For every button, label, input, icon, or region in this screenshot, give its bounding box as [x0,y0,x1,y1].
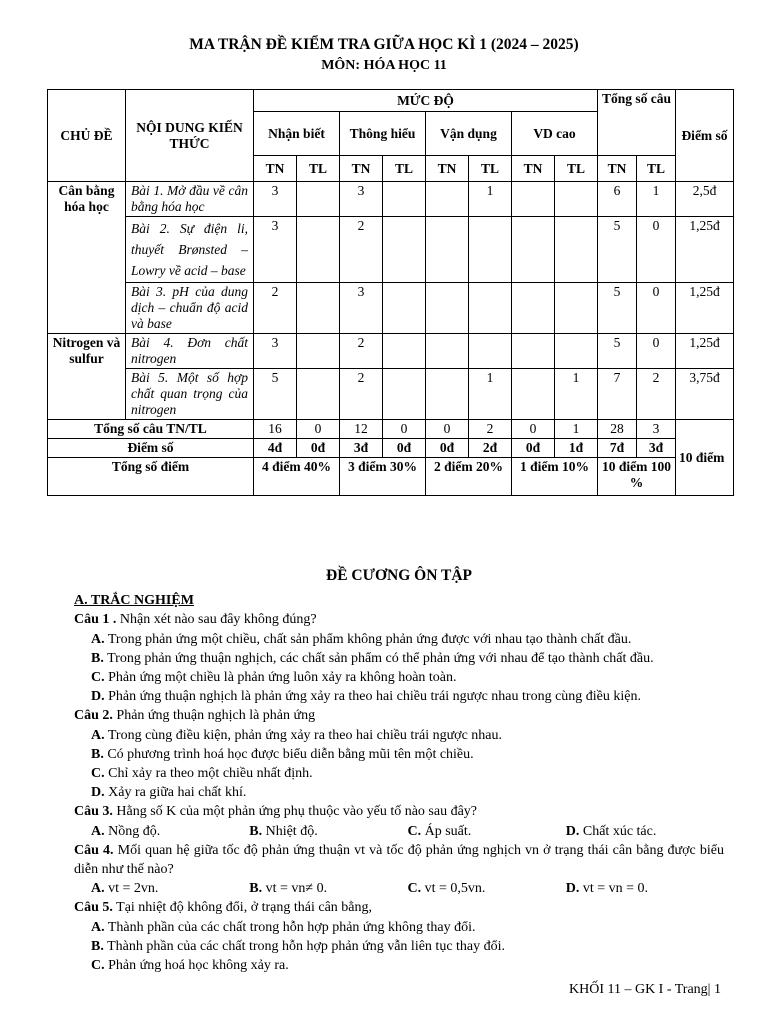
count-cell: 5 [598,334,637,369]
option [74,956,724,975]
count-cell: 5 [598,283,637,334]
sub-header: TL [555,156,598,182]
sub-header: TL [383,156,426,182]
count-cell [555,217,598,283]
option-text: vt = 0,5vn. [424,881,486,897]
score-cell: 1,25đ [676,334,734,369]
question-text: Hằng số K của một phản ứng phụ thuộc vào yếu tố nào sau đây? [112,804,478,820]
score-total-cell: 4đ [254,439,297,458]
score-total-cell: 3đ [340,439,383,458]
total-cell: 16 [254,420,297,439]
question-text: Tại nhiệt độ không đổi, ở trạng thái cân bằng, [112,900,372,916]
count-cell [297,334,340,369]
score-total-cell: 0đ [512,439,555,458]
count-cell: 0 [637,334,676,369]
total-cell: 0 [426,420,469,439]
total-cell: 0 [512,420,555,439]
score-label: Điểm số [48,439,254,458]
question-label: Câu 3. [74,804,113,820]
option-text: Phản ứng thuận nghịch là phản ứng xảy ra theo hai chiều trái ngược nhau trong cùng điều kiện. [108,689,641,705]
count-cell: 3 [340,283,383,334]
option [249,822,407,841]
sum-cell: 2 điểm 20% [426,458,512,496]
option [74,687,724,706]
question-label: Câu 4. [74,842,114,858]
option-letter: A. [91,919,105,935]
sum-cell: 1 điểm 10% [512,458,598,496]
count-cell [555,334,598,369]
count-cell: 3 [254,334,297,369]
option [249,879,407,898]
option-text: Chất xúc tác. [582,823,657,839]
count-cell: 0 [637,217,676,283]
count-cell [426,182,469,217]
grand-total: 10 điểm [676,420,734,496]
question-label: Câu 1 . [74,612,117,628]
sub-header: TL [469,156,512,182]
total-cell: 12 [340,420,383,439]
score-cell: 2,5đ [676,182,734,217]
lesson-cell: Bài 5. Một số hợp chất quan trọng của nitrogen [126,369,254,420]
option-text: Trong cùng điều kiện, phản ứng xảy ra theo hai chiều trái ngược nhau. [107,727,503,743]
page-footer: KHỐI 11 – GK I - Trang| 1 [568,982,721,997]
header-topic: CHỦ ĐỀ [48,90,126,182]
level-recognize: Nhận biết [254,112,340,156]
header-content: NỘI DUNG KIẾN THỨC [126,90,254,182]
count-cell [383,182,426,217]
count-cell [383,283,426,334]
topic-nitrogen-sulfur: Nitrogen và sulfur [48,334,126,420]
option-letter: A. [91,881,105,897]
option-letter: B. [91,746,104,762]
total-cell: 28 [598,420,637,439]
count-cell [383,217,426,283]
count-cell [383,369,426,420]
count-cell: 5 [254,369,297,420]
option-letter: D. [91,785,105,801]
page-subtitle: MÔN: HÓA HỌC 11 [321,58,447,73]
option-text: Có phương trình hoá học được biểu diễn bằng mũi tên một chiều. [107,746,474,762]
option-row [74,879,724,898]
count-cell [512,334,555,369]
total-cell: 2 [469,420,512,439]
header-level: MỨC ĐỘ [254,90,598,112]
score-cell: 3,75đ [676,369,734,420]
header-score: Điểm số [676,90,734,182]
sum-label: Tổng số điểm [48,458,254,496]
sum-cell: 4 điểm 40% [254,458,340,496]
question-label: Câu 5. [74,900,113,916]
option-letter: A. [91,823,105,839]
level-understand: Thông hiểu [340,112,426,156]
option [91,879,249,898]
option-letter: D. [565,881,580,897]
count-cell [297,182,340,217]
option-letter: A. [91,727,105,743]
option-letter: B. [249,881,263,897]
header-total-questions: Tổng số câu [598,90,676,156]
option-text: vt = vn≠ 0. [265,881,328,897]
option [74,649,724,668]
count-cell [426,369,469,420]
sub-header: TL [297,156,340,182]
sub-header: TN [254,156,297,182]
option-letter: B. [91,938,104,954]
question-text: Phản ứng thuận nghịch là phản ứng [112,708,316,724]
sub-header: TN [426,156,469,182]
question-2 [74,706,724,725]
option [74,918,724,937]
total-cell: 3 [637,420,676,439]
review-outline [74,566,724,975]
count-cell [297,283,340,334]
question-5 [74,898,724,917]
count-cell: 2 [637,369,676,420]
page-title: MA TRẬN ĐỀ KIỂM TRA GIỮA HỌC KÌ 1 (2024 – 2025) [189,36,579,53]
outline-heading: ĐỀ CƯƠNG ÔN TẬP [326,567,472,584]
count-cell: 2 [340,217,383,283]
option [74,764,724,783]
count-cell [512,182,555,217]
option-text: Trong phản ứng một chiều, chất sản phẩm không phản ứng được với nhau tạo thành chất đầu. [107,631,632,647]
total-cell: 0 [383,420,426,439]
option-text: Nhiệt độ. [265,823,318,839]
sub-header: TL [637,156,676,182]
option-letter: C. [407,881,422,897]
option-letter: C. [91,766,105,782]
option [74,937,724,956]
question-1 [74,610,724,629]
score-total-cell: 1đ [555,439,598,458]
option [74,668,724,687]
count-cell: 1 [637,182,676,217]
sub-header: TN [512,156,555,182]
level-advanced: VD cao [512,112,598,156]
sub-header: TN [598,156,637,182]
score-total-cell: 2đ [469,439,512,458]
count-cell: 3 [254,182,297,217]
score-total-cell: 0đ [383,439,426,458]
option-text: Chỉ xảy ra theo một chiều nhất định. [108,766,313,782]
count-cell [297,217,340,283]
option-letter: C. [91,958,105,974]
option [408,822,566,841]
count-cell [555,182,598,217]
option [74,630,724,649]
count-cell: 1 [469,182,512,217]
topic-equilibrium: Cân bằng hóa học [48,182,126,334]
score-cell: 1,25đ [676,283,734,334]
count-cell: 1 [555,369,598,420]
total-cell: 1 [555,420,598,439]
option-letter: B. [91,650,104,666]
count-cell [426,217,469,283]
option-text: vt = 2vn. [108,881,159,897]
count-cell [469,217,512,283]
question-label: Câu 2. [74,708,113,724]
count-cell: 5 [598,217,637,283]
option-letter: B. [249,823,263,839]
count-cell [469,283,512,334]
option-text: Phản ứng hoá học không xảy ra. [108,958,289,974]
exam-matrix-table [47,89,734,496]
count-cell: 3 [340,182,383,217]
level-apply: Vận dụng [426,112,512,156]
count-cell [297,369,340,420]
count-cell [512,217,555,283]
count-cell [469,334,512,369]
count-cell: 2 [340,369,383,420]
lesson-cell: Bài 4. Đơn chất nitrogen [126,334,254,369]
count-cell: 1 [469,369,512,420]
question-text: Nhận xét nào sau đây không đúng? [116,612,317,628]
option-text: Nồng độ. [108,823,161,839]
count-cell: 3 [254,217,297,283]
option [74,745,724,764]
section-multiple-choice: A. TRẮC NGHIỆM [74,593,194,609]
count-cell: 7 [598,369,637,420]
count-cell [512,369,555,420]
sum-cell: 10 điểm 100 % [598,458,676,496]
score-total-cell: 3đ [637,439,676,458]
count-cell: 0 [637,283,676,334]
option-text: Thành phần của các chất trong hỗn hợp phản ứng không thay đổi. [107,919,476,935]
total-questions-label: Tổng số câu TN/TL [48,420,254,439]
count-cell [555,283,598,334]
count-cell [426,334,469,369]
option [91,822,249,841]
count-cell [512,283,555,334]
count-cell: 2 [254,283,297,334]
option [74,726,724,745]
option [566,822,724,841]
lesson-cell: Bài 3. pH của dung dịch – chuẩn độ acid và base [126,283,254,334]
option-row [74,822,724,841]
question-3 [74,802,724,821]
option-text: Phản ứng một chiều là phản ứng luôn xảy ra không hoàn toàn. [108,670,457,686]
option [408,879,566,898]
option-text: Thành phần của các chất trong hỗn hợp phản ứng vẫn liên tục thay đổi. [107,938,506,954]
sub-header: TN [340,156,383,182]
lesson-cell: Bài 1. Mở đầu về cân bằng hóa học [126,182,254,217]
score-total-cell: 7đ [598,439,637,458]
count-cell: 6 [598,182,637,217]
option-text: Áp suất. [424,823,472,839]
option-letter: C. [407,823,422,839]
option-letter: A. [91,631,105,647]
option-letter: D. [565,823,580,839]
option-text: Xảy ra giữa hai chất khí. [108,785,247,801]
score-total-cell: 0đ [297,439,340,458]
lesson-cell: Bài 2. Sự điện li, thuyết Brønsted – Lowry về acid – base [126,217,254,283]
question-4 [74,841,724,879]
score-total-cell: 0đ [426,439,469,458]
count-cell [426,283,469,334]
question-text: Mối quan hệ giữa tốc độ phản ứng thuận vt và tốc độ phản ứng nghịch vn ở trạng thái cân bằng được biểu diễn như thế nào? [74,842,724,878]
option-letter: C. [91,670,105,686]
option-letter: D. [91,689,105,705]
total-cell: 0 [297,420,340,439]
option-text: Trong phản ứng thuận nghịch, các chất sản phẩm có thể phản ứng với nhau để tạo thành chất đầu. [107,650,654,666]
count-cell [383,334,426,369]
sum-cell: 3 điểm 30% [340,458,426,496]
option [566,879,724,898]
count-cell: 2 [340,334,383,369]
option-text: vt = vn = 0. [582,881,649,897]
score-cell: 1,25đ [676,217,734,283]
option [74,783,724,802]
